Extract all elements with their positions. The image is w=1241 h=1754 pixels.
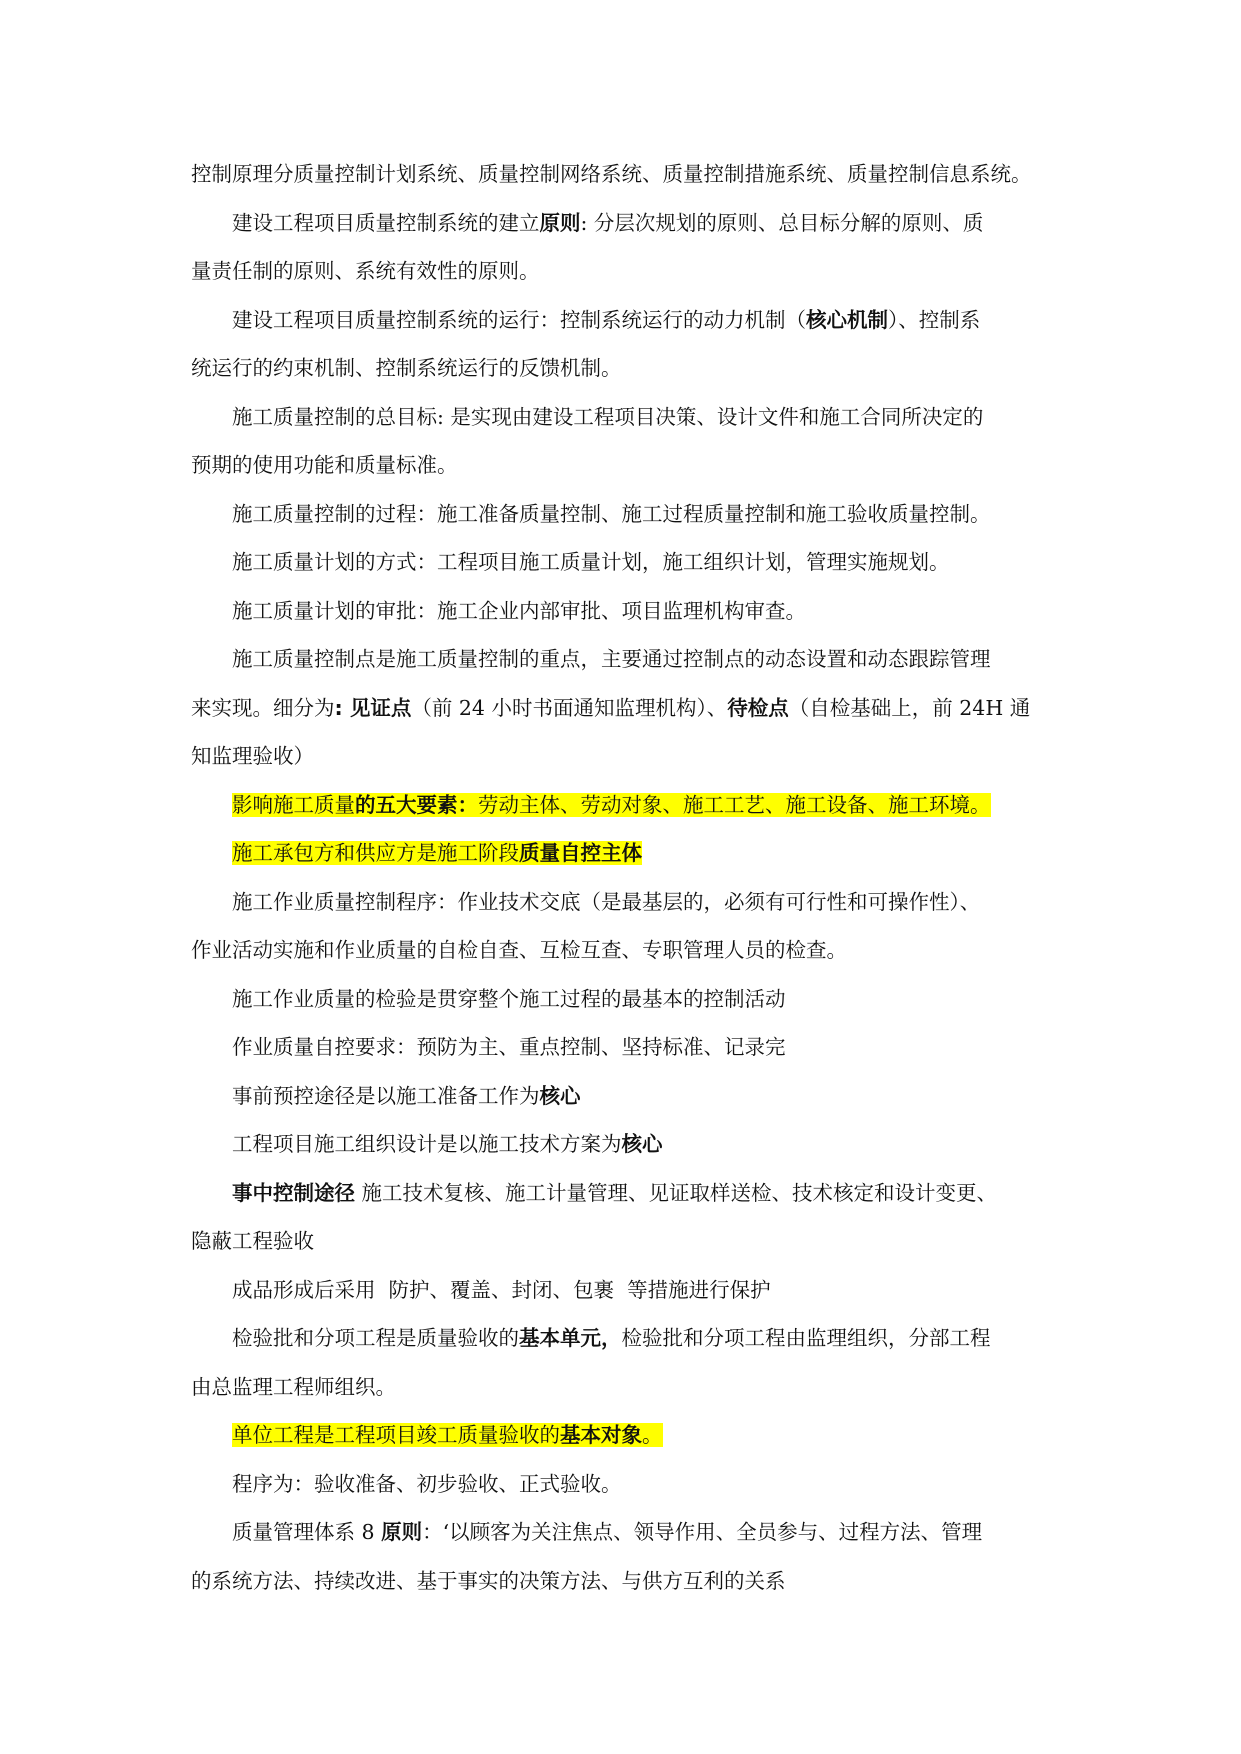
paragraph-text: 统运行的约束机制、控制系统运行的反馈机制。 — [191, 356, 622, 380]
highlighted-text — [232, 793, 991, 817]
paragraph-text: 事前预控途径是以施工准备工作为 — [232, 1083, 540, 1108]
paragraph-text: 。 — [642, 1423, 663, 1447]
paragraph-self-control-subject — [191, 829, 1059, 878]
paragraph-control-process — [191, 490, 1059, 539]
paragraph-line — [191, 1072, 1059, 1121]
paragraph-text: 施工质量计划的方式：工程项目施工质量计划，施工组织计划，管理实施规划。 — [232, 550, 950, 574]
bold-term: 质量自控主体 — [519, 841, 642, 865]
paragraph-five-factors — [191, 781, 1059, 830]
paragraph-text: 施工技术复核、施工计量管理、见证取样送检、技术核定和设计变更、 — [355, 1180, 998, 1205]
bold-term: 原则 — [539, 210, 581, 235]
paragraph-text: （前 24 小时书面通知监理机构）、 — [411, 695, 728, 720]
paragraph-in-process-control — [191, 1169, 1059, 1266]
paragraph-line — [191, 1411, 1059, 1460]
paragraph-qms-principles — [191, 1508, 1059, 1605]
paragraph-text: 的系统方法、持续改进、基于事实的决策方法、与供方互利的关系 — [191, 1568, 786, 1593]
paragraph-inspection — [191, 975, 1059, 1024]
paragraph-text: 质量管理体系 8 — [232, 1520, 382, 1544]
paragraph-text: 影响施工质量 — [232, 792, 355, 817]
highlighted-text — [232, 1423, 663, 1447]
paragraph-line — [191, 1120, 1059, 1169]
paragraph-text: 来实现。细分为 — [191, 695, 335, 720]
paragraph-pre-control — [191, 1072, 1059, 1121]
paragraph-text: 隐蔽工程验收 — [191, 1229, 314, 1253]
paragraph-text: ：‘以顾客为关注焦点、领导作用、全员参与、过程方法、管理 — [422, 1520, 983, 1544]
paragraph-text: 控制原理分质量控制计划系统、质量控制网络系统、质量控制措施系统、质量控制信息系统。 — [191, 162, 1032, 186]
paragraph-line — [191, 684, 1059, 733]
paragraph-text: 施工作业质量的检验是贯穿整个施工过程的最基本的控制活动 — [232, 986, 786, 1011]
paragraph-basic-unit — [191, 1314, 1059, 1411]
paragraph-line — [191, 199, 1059, 248]
highlighted-text — [232, 841, 642, 865]
paragraph-system-operation — [191, 296, 1059, 393]
paragraph-text: 检验批和分项工程由监理组织，分部工程 — [621, 1326, 991, 1350]
paragraph-text: 工程项目施工组织设计是以施工技术方案为 — [232, 1132, 622, 1156]
paragraph-line — [191, 781, 1059, 830]
bold-term: 的五大要素： — [355, 792, 478, 817]
paragraph-control-points — [191, 635, 1059, 781]
bold-term: 核心机制 — [806, 307, 888, 332]
paragraph-text: 施工质量控制的总目标: 是实现由建设工程项目决策、设计文件和施工合同所决定的 — [232, 404, 984, 429]
paragraph-text: 施工质量控制点是施工质量控制的重点，主要通过控制点的动态设置和动态跟踪管理 — [232, 647, 991, 671]
bold-term: 事中控制途径 — [232, 1180, 355, 1205]
paragraph-line — [191, 1508, 1059, 1557]
paragraph-product-protection — [191, 1266, 1059, 1315]
paragraph-text: 劳动主体、劳动对象、施工工艺、施工设备、施工环境。 — [478, 792, 991, 817]
paragraph-self-control-requirements — [191, 1023, 1059, 1072]
bold-term: 核心 — [539, 1083, 581, 1108]
paragraph-text: 作业质量自控要求：预防为主、重点控制、坚持标准、记录完 — [232, 1035, 786, 1059]
paragraph-text: 由总监理工程师组织。 — [191, 1374, 396, 1399]
paragraph-text: : 分层次规划的原则、总目标分解的原则、质 — [580, 210, 984, 235]
paragraph-control-principle — [191, 150, 1059, 199]
paragraph-acceptance-procedure — [191, 1460, 1059, 1509]
paragraph-line — [191, 1169, 1059, 1218]
paragraph-text: 检验批和分项工程是质量验收的 — [232, 1326, 519, 1350]
paragraph-construction-design — [191, 1120, 1059, 1169]
paragraph-text: 建设工程项目质量控制系统的建立 — [232, 210, 540, 235]
paragraph-text: 知监理验收） — [191, 744, 314, 768]
paragraph-text: 施工质量控制的过程：施工准备质量控制、施工过程质量控制和施工验收质量控制。 — [232, 501, 991, 526]
paragraph-text: 成品形成后采用 防护、覆盖、封闭、包裹 等措施进行保护 — [232, 1277, 771, 1302]
bold-term: 基本对象 — [560, 1423, 642, 1447]
paragraph-text: 施工质量计划的审批：施工企业内部审批、项目监理机构审查。 — [232, 598, 806, 623]
paragraph-unit-project — [191, 1411, 1059, 1460]
paragraph-text: 量责任制的原则、系统有效性的原则。 — [191, 259, 540, 283]
paragraph-text: 单位工程是工程项目竣工质量验收的 — [232, 1423, 560, 1447]
paragraph-line — [191, 296, 1059, 345]
paragraph-line — [191, 829, 1059, 878]
paragraph-text: 施工承包方和供应方是施工阶段 — [232, 841, 519, 865]
paragraph-system-principles — [191, 199, 1059, 296]
paragraph-line — [191, 1314, 1059, 1363]
bold-term: 原则 — [381, 1520, 423, 1544]
paragraph-text: ）、控制系 — [888, 307, 981, 332]
paragraph-plan-approval — [191, 587, 1059, 636]
bold-term: : 见证点 — [334, 695, 412, 720]
paragraph-text: 预期的使用功能和质量标准。 — [191, 453, 458, 477]
paragraph-text: （自检基础上，前 24H 通 — [788, 695, 1031, 720]
paragraph-work-procedure — [191, 878, 1059, 975]
paragraph-text: 作业活动实施和作业质量的自检自查、互检互查、专职管理人员的检查。 — [191, 938, 847, 962]
paragraph-total-goal — [191, 393, 1059, 490]
paragraph-text: 程序为：验收准备、初步验收、正式验收。 — [232, 1471, 622, 1496]
bold-term: 核心 — [621, 1132, 663, 1156]
paragraph-text: 施工作业质量控制程序：作业技术交底（是最基层的，必须有可行性和可操作性）、 — [232, 889, 981, 914]
bold-term: 基本单元， — [519, 1326, 622, 1350]
bold-term: 待检点 — [727, 695, 789, 720]
paragraph-text: 建设工程项目质量控制系统的运行：控制系统运行的动力机制（ — [232, 307, 806, 332]
paragraph-plan-method — [191, 538, 1059, 587]
